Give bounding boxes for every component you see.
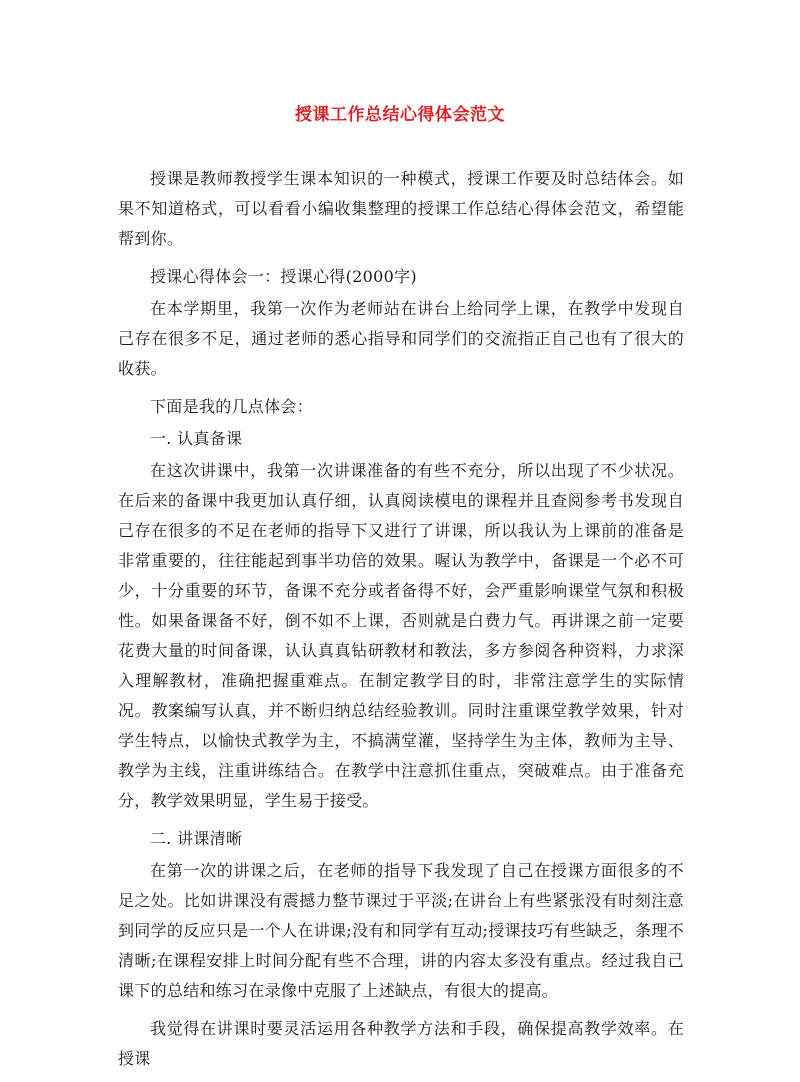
body-paragraph: 我觉得在讲课时要灵活运用各种教学方法和手段，确保提高教学效率。在授课 [118,1019,684,1068]
subheading-prepare-lessons: 一. 认真备课 [150,429,243,448]
intro-paragraph: 授课是教师教授学生课本知识的一种模式，授课工作要及时总结体会。如果不知道格式，可以看看小编收集整理的授课工作总结心得体会范文，希望能帮到你。 [118,169,684,248]
document-body [118,164,684,1082]
body-paragraph: 在这次讲课中，我第一次讲课准备的有些不充分，所以出现了不少状况。在后来的备课中我更加认真仔细，认真阅读模电的课程并且查阅参考书发现自己存在很多的不足在老师的指导下又进行了讲课，所以我认为上课前的准备是非常重要的，往往能起到事半功倍的效果。喔认为教学中，备课是一个必不可少，十分重要的环节，备课不充分或者备得不好，会严重影响课堂气氛和积极性。如果备课备不好，倒不如不上课，否则就是白费力气。再讲课之前一定要花费大量的时间备课，认认真真钻研教材和教法，多方参阅各种资料，力求深入理解教材，准确把握重难点。在制定教学目的时，非常注意学生的实际情况。教案编写认真，并不断归纳总结经验教训。同时注重课堂教学效果，针对学生特点，以愉快式教学为主，不搞满堂灌，坚持学生为主体，教师为主导、教学为主线，注重讲练结合。在教学中注意抓住重点，突破难点。由于准备充分，教学效果明显，学生易于接受。 [118,461,684,810]
document-title: 授课工作总结心得体会范文 [295,105,505,125]
section-heading-experience-one: 授课心得体会一：授课心得(2000字) [150,267,417,286]
body-paragraph: 在第一次的讲课之后，在老师的指导下我发现了自己在授课方面很多的不足之处。比如讲课没有震撼力整节课过于平淡;在讲台上有些紧张没有时刻注意到同学的反应只是一个人在讲课;没有和同学有互动;授课技巧有些缺乏，条理不清晰;在课程安排上时间分配有些不合理，讲的内容太多没有重点。经过我自己课下的总结和练习在录像中克服了上述缺点，有很大的提高。 [118,861,684,1000]
body-paragraph: 在本学期里，我第一次作为老师站在讲台上给同学上课，在教学中发现自己存在很多不足，通过老师的悉心指导和同学们的交流指正自己也有了很大的收获。 [118,299,684,378]
subheading-clear-teaching: 二. 讲课清晰 [150,829,243,848]
body-paragraph: 下面是我的几点体会： [150,397,314,416]
